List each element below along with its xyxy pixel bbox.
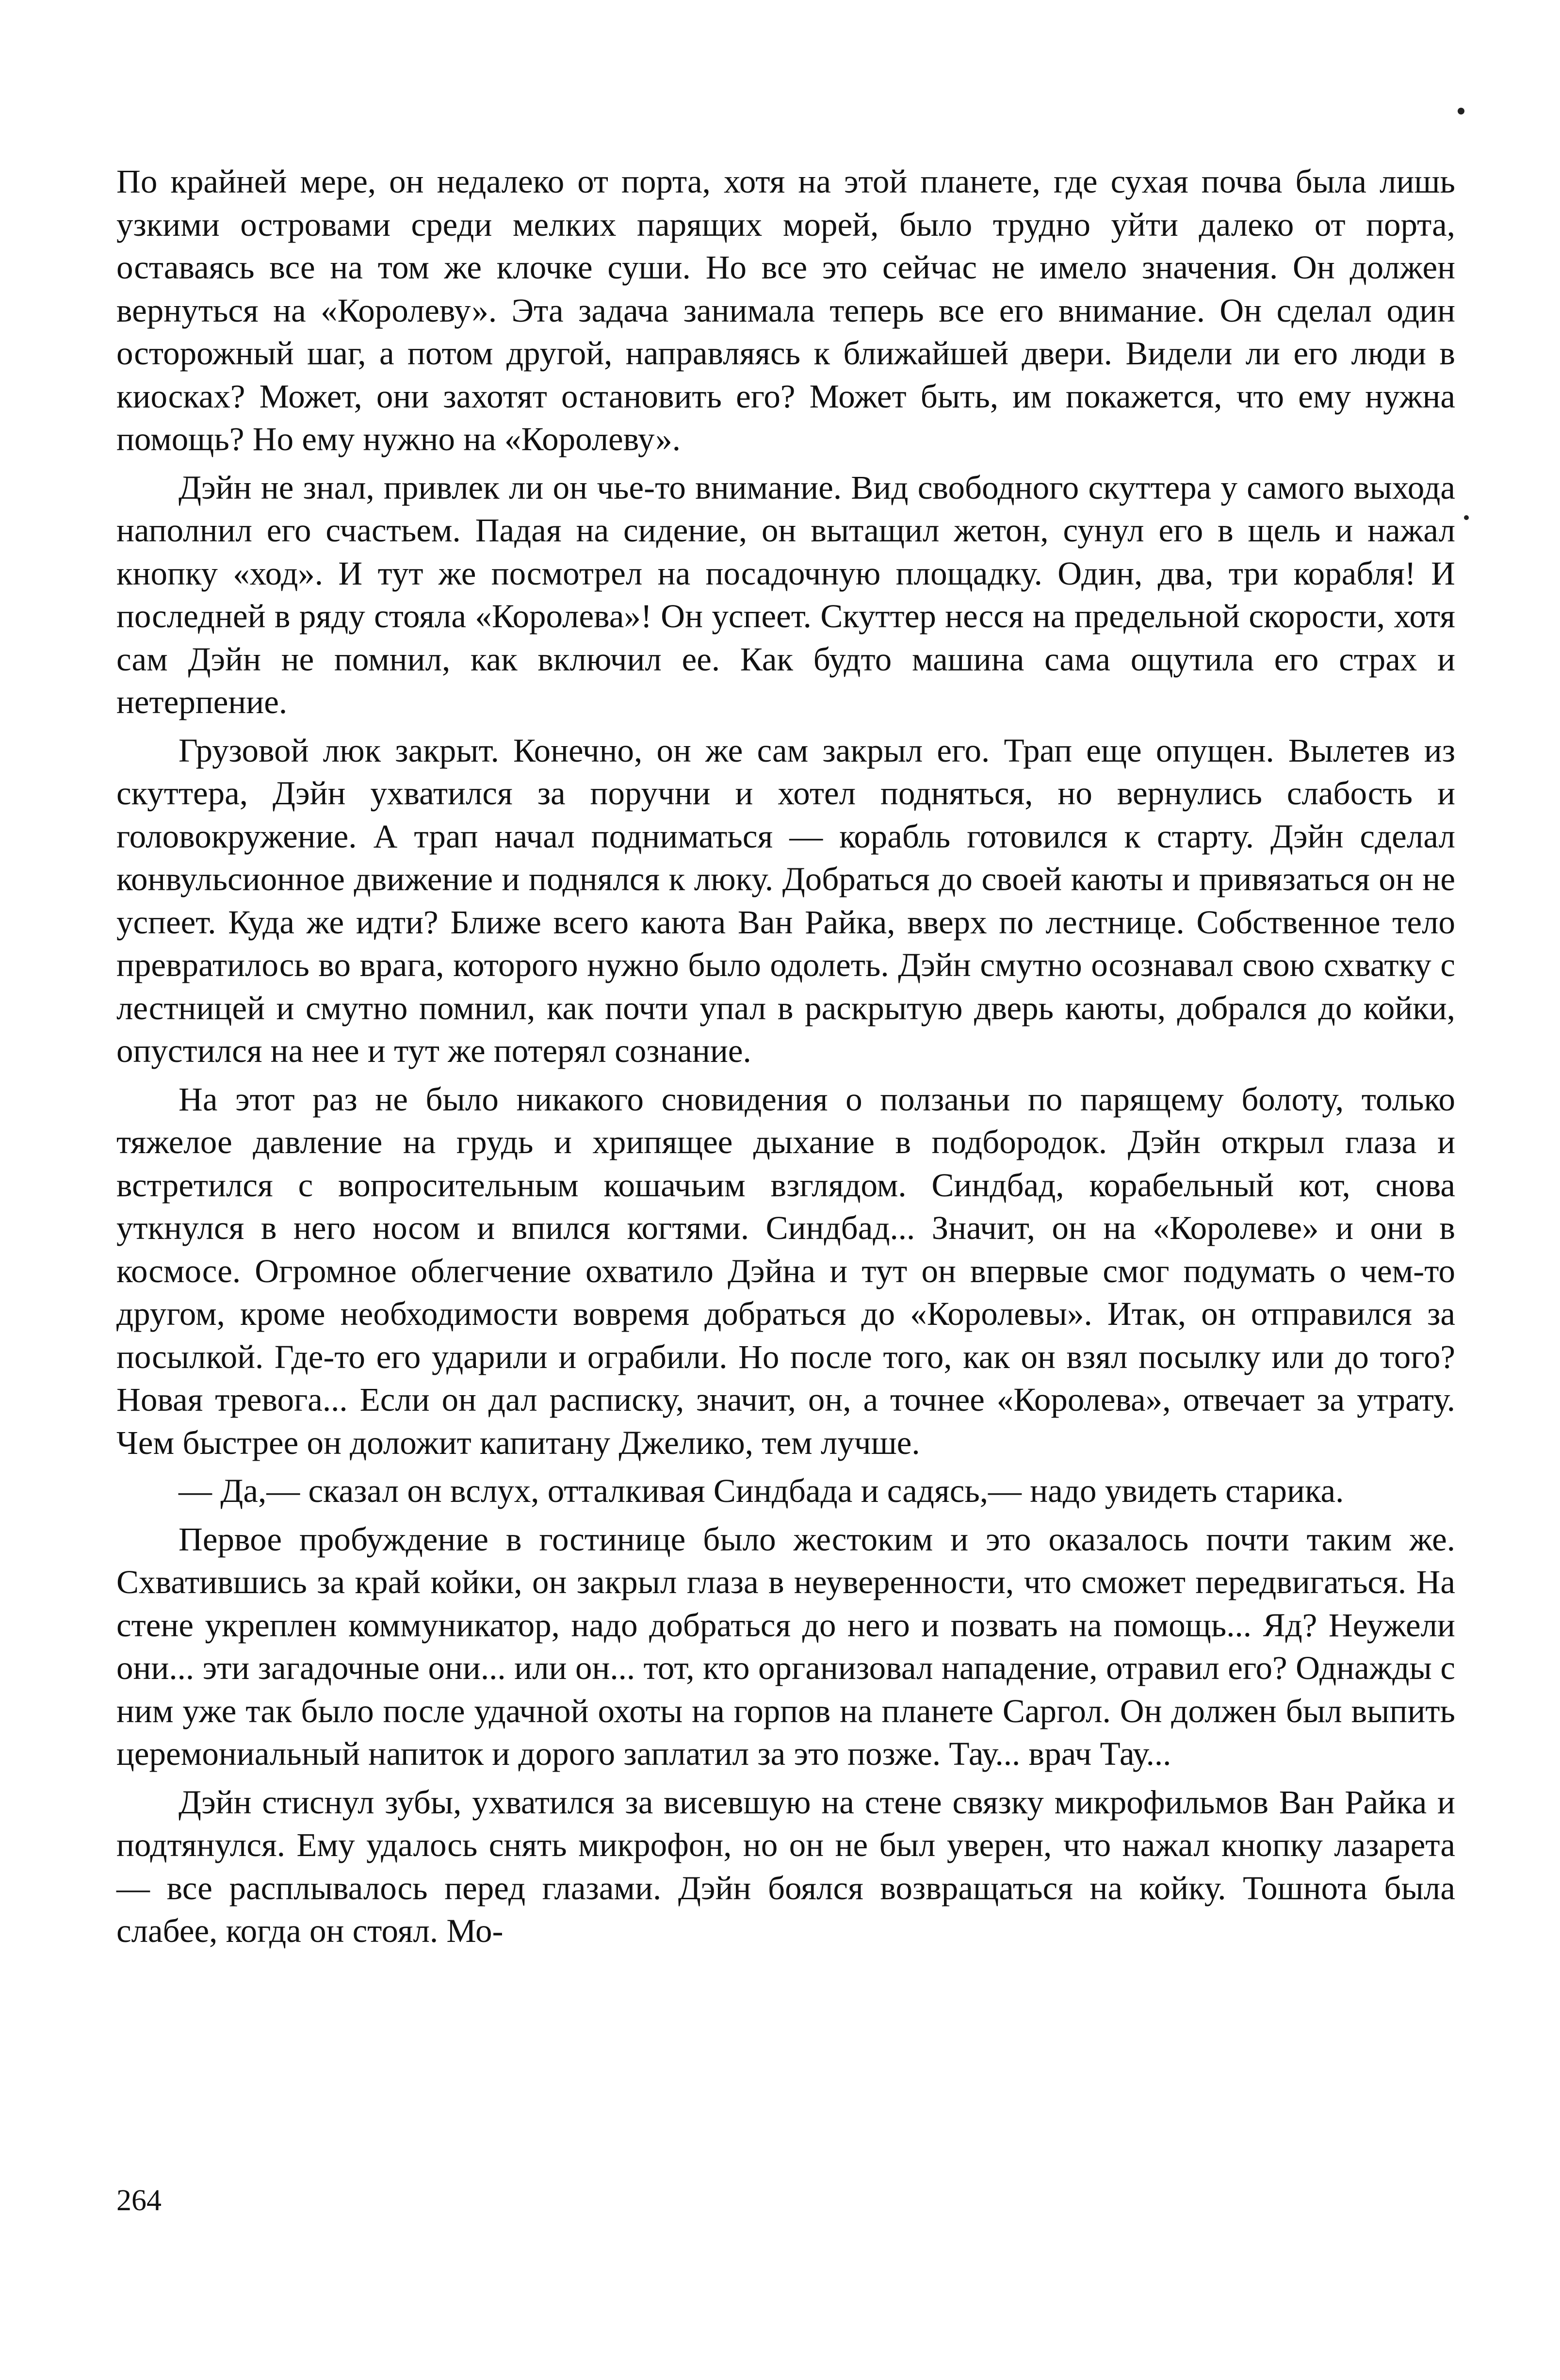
paragraph-1: По крайней мере, он недалеко от порта, хотя на этой планете, где сухая почва была лишь узкими островами среди мелких парящих морей, было трудно уйти далеко от порта, оставаясь все на том же клочке суши. Но все это сейчас не имело значения. Он должен вернуться на «Королеву». Эта задача занимала теперь все его внимание. Он сделал один осторожный шаг, а потом другой, направляясь к ближайшей двери. Видели ли его люди в киосках? Может, они захотят остановить его? Может быть, им покажется, что ему нужна помощь? Но ему нужно на «Королеву».	[116, 163, 1455, 457]
paragraph-6: Первое пробуждение в гостинице было жестоким и это оказалось почти таким же. Схватившись за край койки, он закрыл глаза в неуверенности, что сможет передвигаться. На стене укреплен коммуникатор, надо добраться до него и позвать на помощь... Яд? Неужели они... эти загадочные они... или он... тот, кто организовал нападение, отравил его? Однажды с ним уже так было после удачной охоты на горпов на планете Саргол. Он должен был выпить церемониальный напиток и дорого заплатил за это позже. Тау... врач Тау...	[116, 1520, 1455, 1772]
page-body	[116, 160, 1455, 1958]
page-number: 264	[116, 2184, 162, 2217]
scan-speck	[1464, 515, 1469, 520]
paragraph-4: На этот раз не было никакого сновидения о ползаньи по парящему болоту, только тяжелое давление на грудь и хрипящее дыхание в подбородок. Дэйн открыл глаза и встретился с вопросительным кошачьим взглядом. Синдбад, корабельный кот, снова уткнулся в него носом и впился когтями. Синдбад... Значит, он на «Королеве» и они в космосе. Огромное облегчение охватило Дэйна и тут он впервые смог подумать о чем-то другом, кроме необходимости вовремя добраться до «Королевы». Итак, он отправился за посылкой. Где-то его ударили и ограбили. Но после того, как он взял посылку или до того? Новая тревога... Если он дал расписку, значит, он, а точнее «Королева», отвечает за утрату. Чем быстрее он доложит капитану Джелико, тем лучше.	[116, 1080, 1455, 1461]
paragraph-5: — Да,— сказал он вслух, отталкивая Синдбада и садясь,— надо увидеть старика.	[179, 1472, 1344, 1509]
paragraph-2: Дэйн не знал, привлек ли он чье-то внимание. Вид свободного скуттера у самого выхода наполнил его счастьем. Падая на сидение, он вытащил жетон, сунул его в щель и нажал кнопку «ход». И тут же посмотрел на посадочную площадку. Один, два, три корабля! И последней в ряду стояла «Королева»! Он успеет. Скуттер несся на предельной скорости, хотя сам Дэйн не помнил, как включил ее. Как будто машина сама ощутила его страх и нетерпение.	[116, 469, 1455, 720]
scan-speck	[1458, 108, 1464, 114]
paragraph-7: Дэйн стиснул зубы, ухватился за висевшую на стене связку микрофильмов Ван Райка и подтянулся. Ему удалось снять микрофон, но он не был уверен, что нажал кнопку лазарета — все расплывалось перед глазами. Дэйн боялся возвращаться на койку. Тошнота была слабее, когда он стоял. Мо-	[116, 1783, 1455, 1949]
paragraph-3: Грузовой люк закрыт. Конечно, он же сам закрыл его. Трап еще опущен. Вылетев из скуттера, Дэйн ухватился за поручни и хотел подняться, но вернулись слабость и головокружение. А трап начал подниматься — корабль готовился к старту. Дэйн сделал конвульсионное движение и поднялся к люку. Добраться до своей каюты и привязаться он не успеет. Куда же идти? Ближе всего каюта Ван Райка, вверх по лестнице. Собственное тело превратилось во врага, которого нужно было одолеть. Дэйн смутно осознавал свою схватку с лестницей и смутно помнил, как почти упал в раскрытую дверь каюты, добрался до койки, опустился на нее и тут же потерял сознание.	[116, 732, 1455, 1069]
